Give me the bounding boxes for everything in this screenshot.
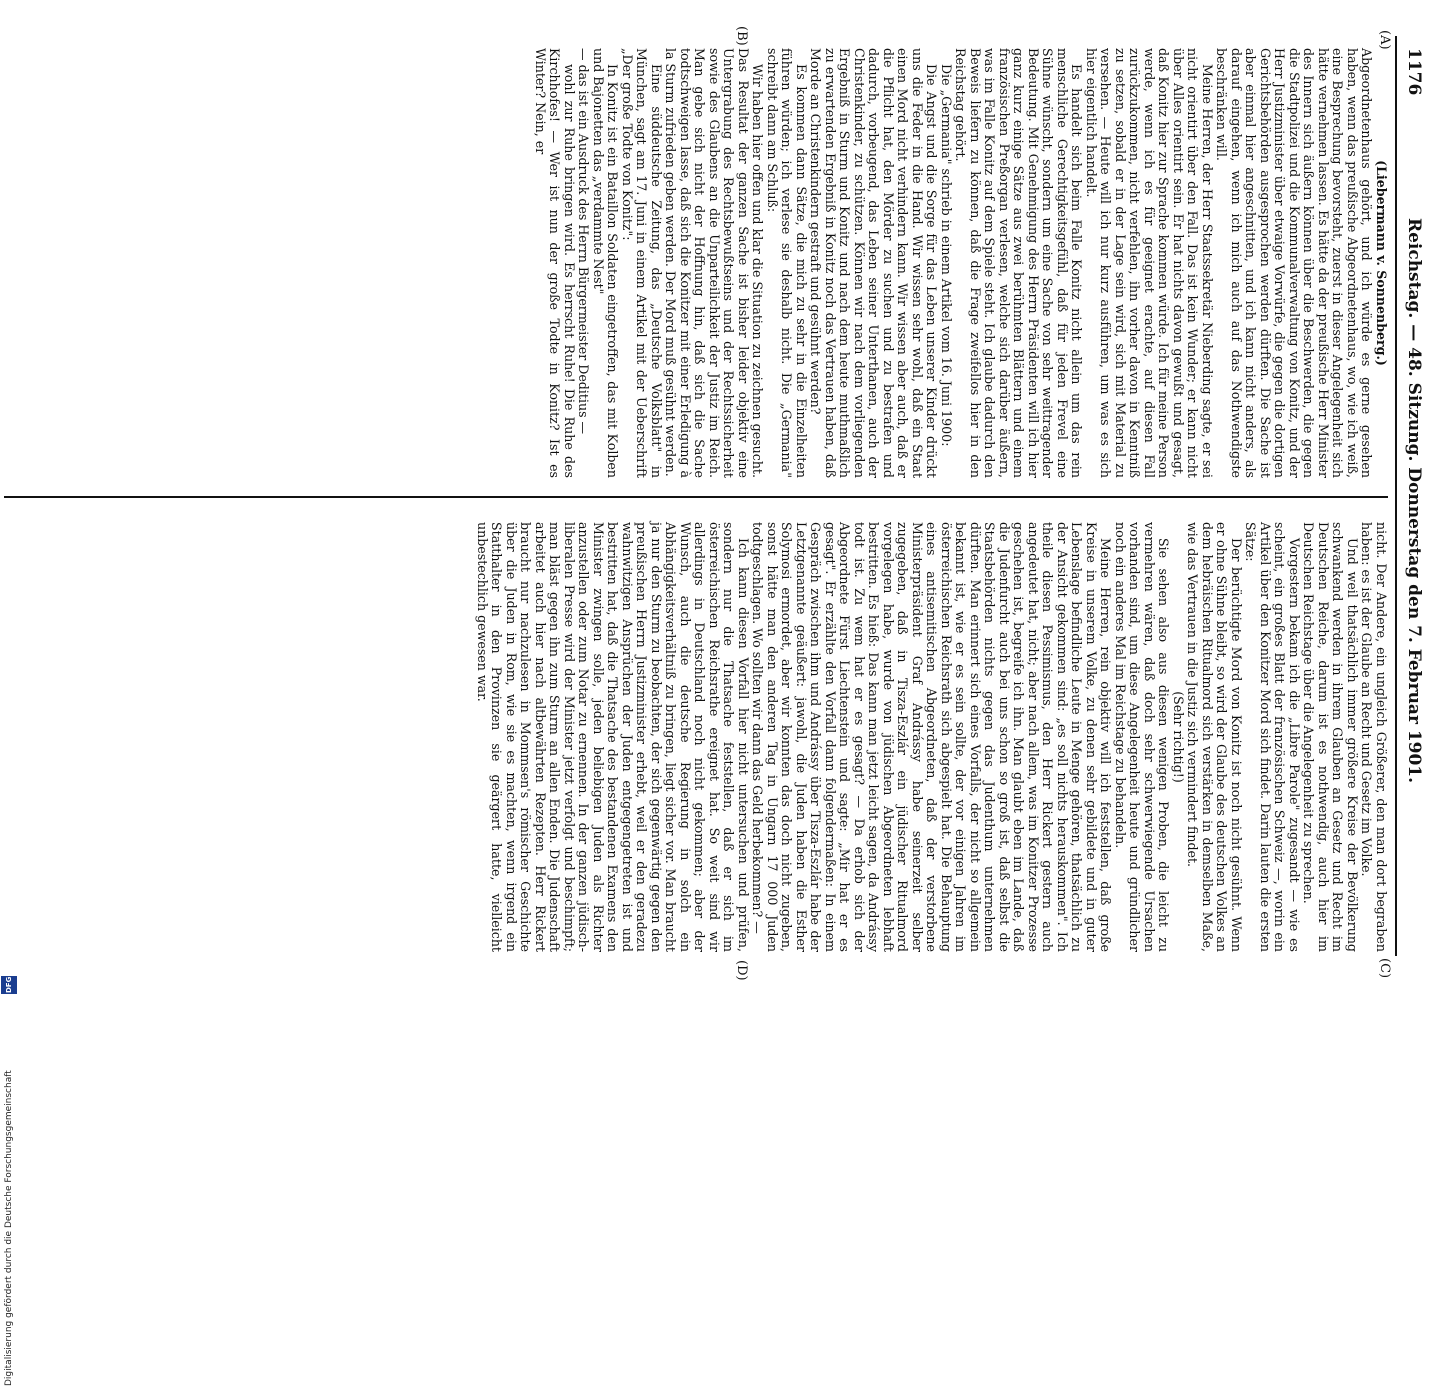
paragraph: Sie sehen also aus diesen wenigen Proben, die leicht zu vermehren wären, daß doch sehr schwerwiegende Ursachen vorhanden sind, um diese Angelegenheit heute und gründlicher noch ein anderes Mal im Reichstage zu behandeln. [1113,522,1172,952]
credit-text: Digitalisierung gefördert durch die Deutsche Forschungsgemeinschaft [4,1070,14,1386]
paragraph: Es kommen dann Sätze, die mich zu sehr in die Einzelheiten führen würden; ich verlese sie deshalb nicht. Die „Germania" schreibt dann am Schluß: [765,48,809,478]
header-rule [1395,36,1397,956]
quotation: wohl zur Ruhe bringen wird. Es herrscht Ruhe! Die Ruhe des Kirchhofes! — Wer ist nun der große Todte in Konitz? Ist es Winter? Nein, er [533,48,577,478]
quotation: Der berüchtigte Mord von Konitz ist noch nicht gesühnt. Wenn er ohne Sühne bleibt, so wird der Glaube des deutschen Volkes an dem hebräischen Ritualmord sich verstärken in demselben Maße, wie das Vertrauen in die Justiz sich vermindert findet. [1185,522,1244,952]
right-column [475,522,1389,952]
paragraph: Es handelt sich beim Falle Konitz nicht allein um das rein menschliche Gerechtigkeitsgefühl, daß für jeden Frevel eine Sühne wünscht, sondern um eine Sache von sehr weittragender Bedeutung. Mit Genehmigung des Herrn Präsidenten will ich hier ganz kurz einige Sätze aus zwei berühmten Blättern und einem französischen Preßorgan verlesen, welche sich darüber äußern, was im Falle Konitz auf dem Spiele steht. Ich glaube dadurch den Beweis liefern zu können, daß die Frage zweifellos hier in den Reichstag gehört. [953,48,1085,478]
page-header [1400,48,1428,953]
dfg-logo: DFG [1,976,17,994]
quotation: Die Angst und die Sorge für das Leben unserer Kinder drückt uns die Feder in die Hand. Wir wissen sehr wohl, daß ein Staat einen Mord nicht verhindern kann. Wir wissen aber auch, daß er die Pflicht hat, den Mörder zu suchen und zu bestrafen und dadurch, vorbeugend, das Leben seiner Unterthanen, auch der Christenkinder, zu schützen. Können wir nach dem vorliegenden Ergebniß in Sturm und Konitz und nach dem heute muthmaßlich zu erwartenden Ergebniß in Konitz noch das Vertrauen haben, daß Morde an Christenkindern gestraft und gesühnt werden? [808,48,940,478]
paragraph: nicht. Der Andere, ein ungleich Größerer, den man dort begraben haben: es ist der Glaube an Recht und Gesetz im Volke. [1359,522,1389,952]
paragraph: Die „Germania" schrieb in einem Artikel vom 16. Juni 1900: [939,64,954,447]
margin-mark-c: (C) [1377,958,1392,979]
margin-mark-a: (A) [1377,30,1392,50]
paragraph: Ich kann diesen Vorfall hier nicht untersuchen und prüfen, sondern nur die Thatsache feststellen, daß er sich im österreichischen Reichsrathe ereignet hat. So weit sind wir allerdings in Deutschland noch nicht gekommen; aber der Wunsch, auch die deutsche Regierung in solch ein Abhängigkeitsverhältniß zu bringen, liegt sicher vor. Man braucht ja nur den Sturm zu beobachten, der sich gegenwärtig gegen den preußischen Herrn Justizminister erhebt, weil er den geradezu wahnwitzigen Ansprüchen der Juden entgegengetreten ist und bestritten hat, daß die Thatsache des bestandenen Examens den Minister zwingen solle, jeden beliebigen Juden als Richter anzustellen oder zum Notar zu ernennen. In der ganzen jüdisch-liberalen Presse wird der Minister jetzt verfolgt und beschimpft; man bläst gegen ihn zum Sturm an allen Enden. Die Judenschaft arbeitet auch hier nach altbewährten Rezepten. Herr Rickert braucht nur nachzulesen in Mommsen's römischer Geschichte über die Juden in Rom, wie sie es machten, wenn irgend ein Statthalter in den Provinzen sie geärgert hatte, vielleicht unbestechlich gewesen war. [475,522,751,952]
page-number: 1176 [1404,48,1424,96]
paragraph: Meine Herren, der Herr Staatssekretär Nieberding sagte, er sei nicht orientirt über den Fall. Das ist kein Wunder; er kann nicht über Alles orientirt sein. Er hat nichts davon gewußt und gesagt, daß Konitz hier zur Sprache kommen würde. Ich für meine Person werde, wenn ich es für geeignet erachte, auf diesen Fall zurückzukommen, nicht verfehlen, ihn vorher davon in Kenntniß zu setzen, sobald er in der Lage sein wird, sich mit Material zu versehen. — Heute will ich nur kurz ausführen, um was es sich hier eigentlich handelt. [1084,48,1215,478]
paragraph: Eine süddeutsche Zeitung, das „Deutsche Volksblatt" in München, sagt am 17. Juni in einem Artikel mit der Ueberschrift „Der große Todte von Konitz": [620,48,664,478]
paragraph: Meine Herren, rein objektiv will ich feststellen, daß große Kreise in unserem Volke, zu denen sehr gebildete und in guter Lebenslage befindliche Leute in Menge gehören, thatsächlich zu der Ansicht gekommen sind: „es soll nichts herauskommen". Ich theile diesen Pessimismus, den Herr Rickert gestern auch angedeutet hat, nicht; aber nach allem, was im Konitzer Prozesse geschehen ist, begreife ich ihn. Man glaubt eben im Lande, daß die Judenfurcht auch bei uns schon so groß ist, daß selbst die Staatsbehörden nichts gegen das Judenthum unternehmen dürften. Man erinnert sich eines Vorfalls, der nicht so allgemein bekannt ist, wie er es sein sollte, der vor einigen Jahren im österreichischen Reichsrath sich abgespielt hat. Die Behauptung eines antisemitischen Abgeordneten, daß der verstorbene Ministerpräsident Graf Andrássy habe seinerzeit selber zugegeben, daß in Tisza-Eszlár ein jüdischer Ritualmord vorgelegen habe, wurde von jüdischen Abgeordneten lebhaft bestritten. Es hieß: Das kann man jetzt leicht sagen, da Andrássy todt ist. Zu wem hat er es gesagt? — Da erhob sich der Abgeordnete Fürst Liechtenstein und sagte: „Mir hat er es gesagt". Er erzählte den Vorfall dann folgendermaßen: In einem Gespräch zwischen ihm und Andrássy über Tisza-Eszlár habe der Letztgenannte geäußert: jawohl, die Juden haben die Esther Solymosi ermordet, aber wir konnten das doch nicht zugeben, sonst hätte man den anderen Tag in Ungarn 17 000 Juden todtgeschlagen. Wo sollten wir dann das Geld herbekommen? — [750,522,1114,952]
quotation: Wir haben hier offen und klar die Situation zu zeichnen gesucht. Das Resultat der ganzen Sache ist bisher leider objektiv eine Untergrabung des Rechtsbewußtseins und der Rechtssicherheit sowie des Glaubens an die Unparteilichkeit der Justiz im Reich. Man gebe sich nicht der Hoffnung hin, daß sich die Sache todtschweigen lasse, daß sich die Konitzer mit einer Erledigung à la Sturm zufrieden geben werden. Der Mord muß gesühnt werden. [663,48,766,478]
quotation: In Konitz ist ein Bataillon Soldaten eingetroffen, das mit Kolben und Bajonetten das „verdammte Nest" [591,48,621,478]
paragraph: Abgeordnetenhaus gehört, und ich würde es gerne gesehen haben, wenn das preußische Abgeordnetenhaus, wo, wie ich weiß, eine Besprechung bevorsteht, zuerst in dieser Angelegenheit sich hätte vernehmen lassen. Es hätte da der preußische Herr Minister des Innern sich äußern können über die Beschwerden, die gegen die Stadtpolizei und die Kommunalverwaltung von Konitz, und der Herr Justizminister über etwaige Vorwürfe, die gegen die dortigen Gerichtsbehörden ausgesprochen werden dürften. Die Sache ist aber einmal hier angeschnitten, und ich kann nicht anders, als darauf eingehen, wenn ich mich auch auf das Nothwendigste beschränken will. [1214,48,1375,478]
speaker-name: (Liebermann v. Sonnenberg.) [1374,160,1389,366]
margin-mark-b: (B) [734,26,749,46]
paragraph: — das ist ein Ausdruck des Herrn Bürgermeister Deditius — [576,48,592,435]
paragraph: Vorgestern bekam ich die „Libre Parole" zugesandt — wie es scheint, ein großes Blatt der französischen Schweiz —, worin ein Artikel über den Konitzer Mord sich findet. Darin lauten die ersten Sätze: [1243,522,1302,952]
paragraph: Und weil thatsächlich immer größere Kreise der Bevölkerung schwankend werden in ihrem Glauben an Gesetz und Recht im Deutschen Reiche, darum ist es nothwendig, auch hier im Deutschen Reichstage über die Angelegenheit zu sprechen. [1301,522,1360,952]
interjection: (Sehr richtig!) [1171,691,1186,783]
column-divider [4,496,1388,498]
margin-mark-d: (D) [734,960,749,981]
running-title: Reichstag. — 48. Sitzung. Donnerstag den 7. Februar 1901. [1404,217,1424,784]
left-column [533,48,1389,478]
